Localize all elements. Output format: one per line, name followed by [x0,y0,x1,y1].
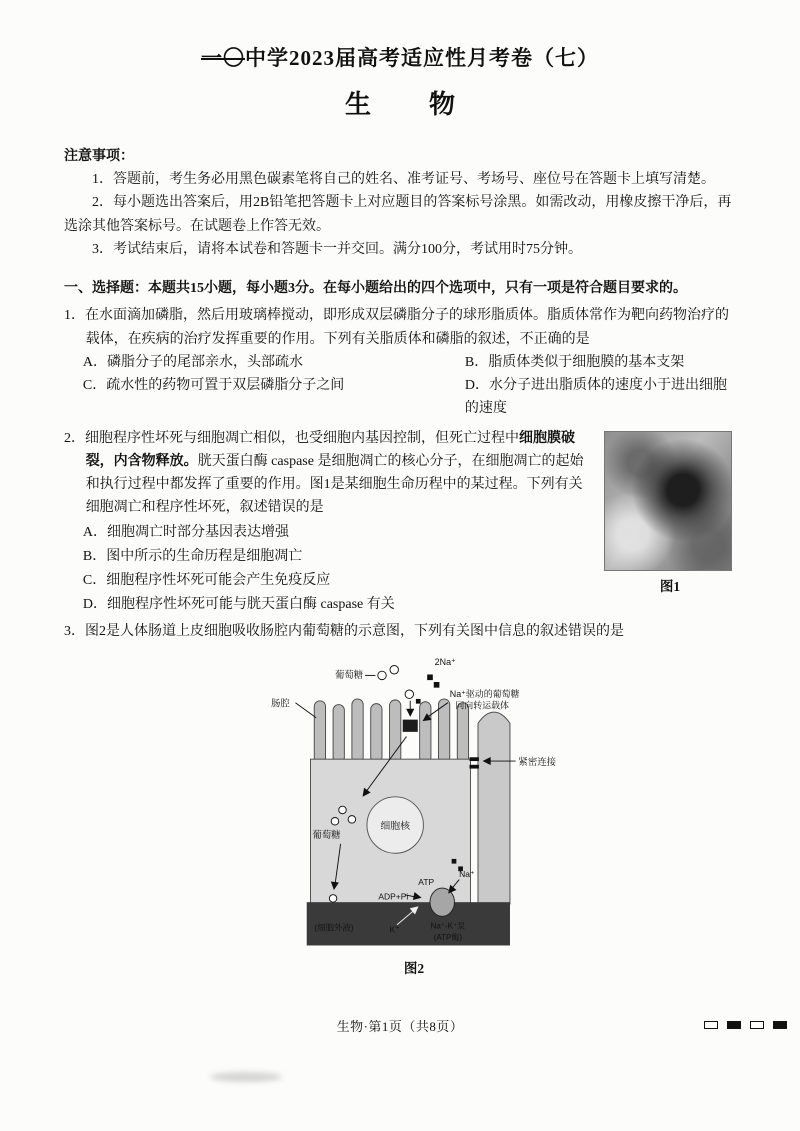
label-pump-line1: Na⁺-K⁺泵 [430,921,466,931]
label-2na: 2Na⁺ [434,656,456,667]
registration-marks [704,1021,787,1029]
registration-mark [773,1021,787,1029]
q1-option-d: D．水分子进出脂质体的速度小于进出细胞的速度 [464,378,727,417]
microvilli-group [314,699,468,763]
registration-mark [727,1021,741,1029]
notice-item-1: 1．答题前，考生务必用黑色碳素笔将自己的姓名、准考证号、考场号、座位号在答题卡上填写清楚。 [92,172,715,188]
notice-heading: 注意事项： [64,149,134,164]
q1-stem: 1．在水面滴加磷脂，然后用玻璃棒搅动，即形成双层磷脂分子的球形脂质体。脂质体常作为靶向药物治疗的载体，在疾病的治疗发挥重要的作用。下列有关脂质体和磷脂的叙述，不正确的是 [64,308,729,347]
q2-text-column [64,427,592,617]
section-heading: 一、选择题：本题共15小题，每小题3分。在每小题给出的四个选项中，只有一项是符合题目要求的。 [64,281,687,297]
glucose-symporter [403,719,418,731]
q2-option-a: A．细胞凋亡时部分基因表达增强 [82,524,290,540]
label-pump-line2: (ATP酶) [433,932,463,942]
page-footer: 生物·第1页（共8页） [336,1019,464,1034]
neighbor-cell [478,712,510,904]
registration-mark [704,1021,718,1029]
figure-1 [604,427,736,617]
q1-option-c: C．疏水性的药物可置于双层磷脂分子之间 [82,378,345,394]
q2-option-c: C．细胞程序性坏死可能会产生免疫反应 [82,572,331,588]
subject-title: 生 物 [344,90,471,119]
figure-2 [78,650,750,980]
scan-artifact [210,1072,282,1082]
label-ecf: (细胞外液) [314,922,354,933]
school-name-redacted: 一〇 [201,46,245,70]
notice-item-3: 3．考试结束后，请将本试卷和答题卡一并交回。满分100分，考试用时75分钟。 [92,241,582,257]
label-glucose-top: 葡萄糖 [334,668,364,680]
label-symporter-line2: 同向转运载体 [455,700,509,711]
cell-micrograph-image [604,431,732,571]
q2-stem [64,427,592,520]
label-nucleus: 细胞核 [380,820,411,832]
question-1 [64,304,736,420]
q2-stem-post: 胱天蛋白酶 caspase 是细胞凋亡的核心分子，在细胞凋亡的起始和执行过程中都发挥了重要的作用。图1是某细胞生命历程中的某过程。下列有关细胞凋亡和程序性坏死，叙述错误的是 [85,453,584,516]
q1-options [64,351,736,421]
q1-option-a: A．磷脂分子的尾部亲水，头部疏水 [82,354,304,370]
label-adp: ADP+Pi [378,891,409,902]
label-glucose-cell: 葡萄糖 [312,828,341,840]
q3-stem: 3．图2是人体肠道上皮细胞吸收肠腔内葡萄糖的示意图，下列有关图中信息的叙述错误的是 [64,624,624,640]
exam-title [64,42,736,72]
label-lumen: 肠腔 [270,697,290,709]
exam-title-text: 中学2023届高考适应性月考卷（七） [245,46,599,70]
q2-stem-emphasis: 细胞膜破裂，内含物释放。 [85,430,575,469]
question-2 [64,427,736,617]
label-na: Na⁺ [459,868,475,879]
q2-stem-pre: 2．细胞程序性坏死与细胞凋亡相似，也受细胞内基因控制，但死亡过程中 [64,430,519,446]
figure-1-caption: 图1 [659,578,681,594]
registration-mark [750,1021,764,1029]
q1-option-b: B．脂质体类似于细胞膜的基本支架 [464,354,685,370]
notice-item-2: 2．每小题选出答案后，用2B铅笔把答题卡上对应题目的答案标号涂黑。如需改动，用橡皮擦干净后，再选涂其他答案标号。在试题卷上作答无效。 [64,195,732,234]
label-k: K⁺ [389,923,400,934]
notice-section [64,145,736,261]
question-3 [64,620,736,980]
q2-option-d: D．细胞程序性坏死可能与胱天蛋白酶 caspase 有关 [82,597,395,613]
label-atp: ATP [418,876,435,887]
figure-2-caption: 图2 [403,960,425,976]
label-symporter-line1: Na⁺驱动的葡萄糖 [449,688,520,699]
label-tight-junction: 紧密连接 [518,755,557,767]
q2-option-b: B．图中所示的生命历程是细胞凋亡 [82,548,303,564]
figure-2-diagram [254,650,574,953]
